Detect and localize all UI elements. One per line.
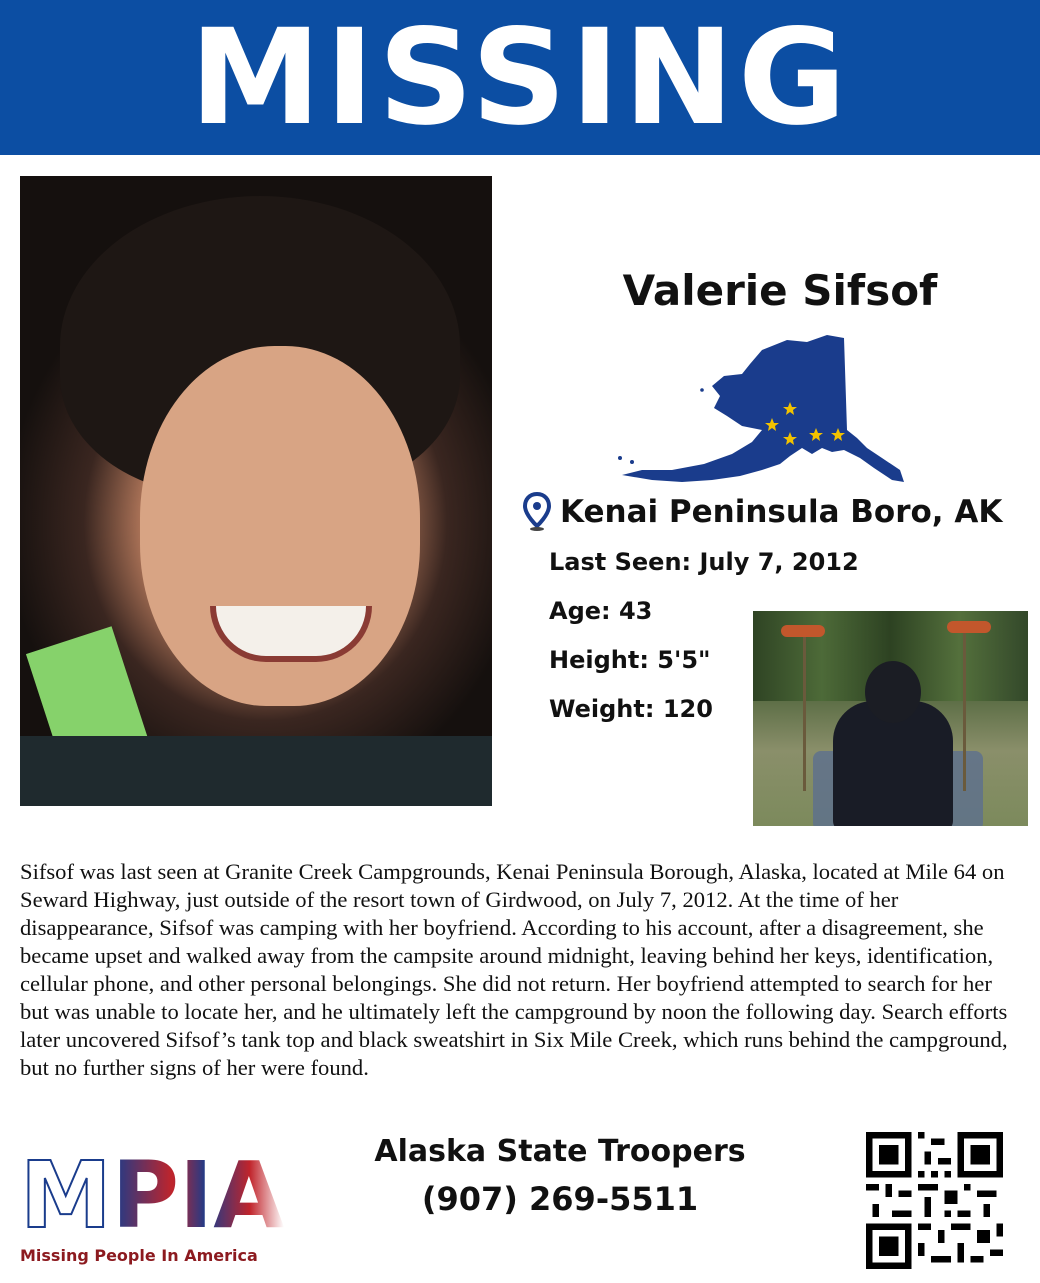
main-photo [20,176,492,806]
qr-code-icon [866,1132,1003,1269]
banner-title: MISSING [189,0,851,155]
case-narrative: Sifsof was last seen at Granite Creek Campgrounds, Kenai Peninsula Borough, Alaska, located at Mile 64 on Seward Highway, just outside of the resort town of Girdwood, on July 7, 2012. At the time of her disappearance, Sifsof was camping with her boyfriend. According to his account, after a disagreement, she became upset and walked away from the campsite around midnight, leaving behind her keys, identification, cellular phone, and other personal belongings. She did not return. Her boyfriend attempted to search for her but was unable to locate her, and he ultimately left the campground by noon the following day. Search efforts later uncovered Sifsof’s tank top and black sweatshirt in Six Mile Creek, which runs behind the campground, but no further signs of her were found. [20,859,1008,1080]
mpia-logo [20,1142,285,1265]
height: Height: 5'5" [549,646,711,674]
alaska-map-icon [612,330,912,490]
location-text: Kenai Peninsula Boro, AK [560,494,1003,530]
last-seen: Last Seen: July 7, 2012 [549,548,859,576]
logo-letters-pia: PIA [111,1142,285,1249]
agency-name: Alaska State Troopers [374,1134,746,1169]
secondary-photo [753,611,1028,826]
agency-phone: (907) 269-5511 [421,1180,699,1218]
weight: Weight: 120 [549,695,713,723]
logo-letter-m: M [20,1142,112,1249]
person-name: Valerie Sifsof [622,266,938,315]
missing-banner [0,0,1040,155]
logo-caption: Missing People In America [20,1246,258,1265]
map-pin-icon [522,492,552,532]
age: Age: 43 [549,597,653,625]
location [522,492,1002,532]
